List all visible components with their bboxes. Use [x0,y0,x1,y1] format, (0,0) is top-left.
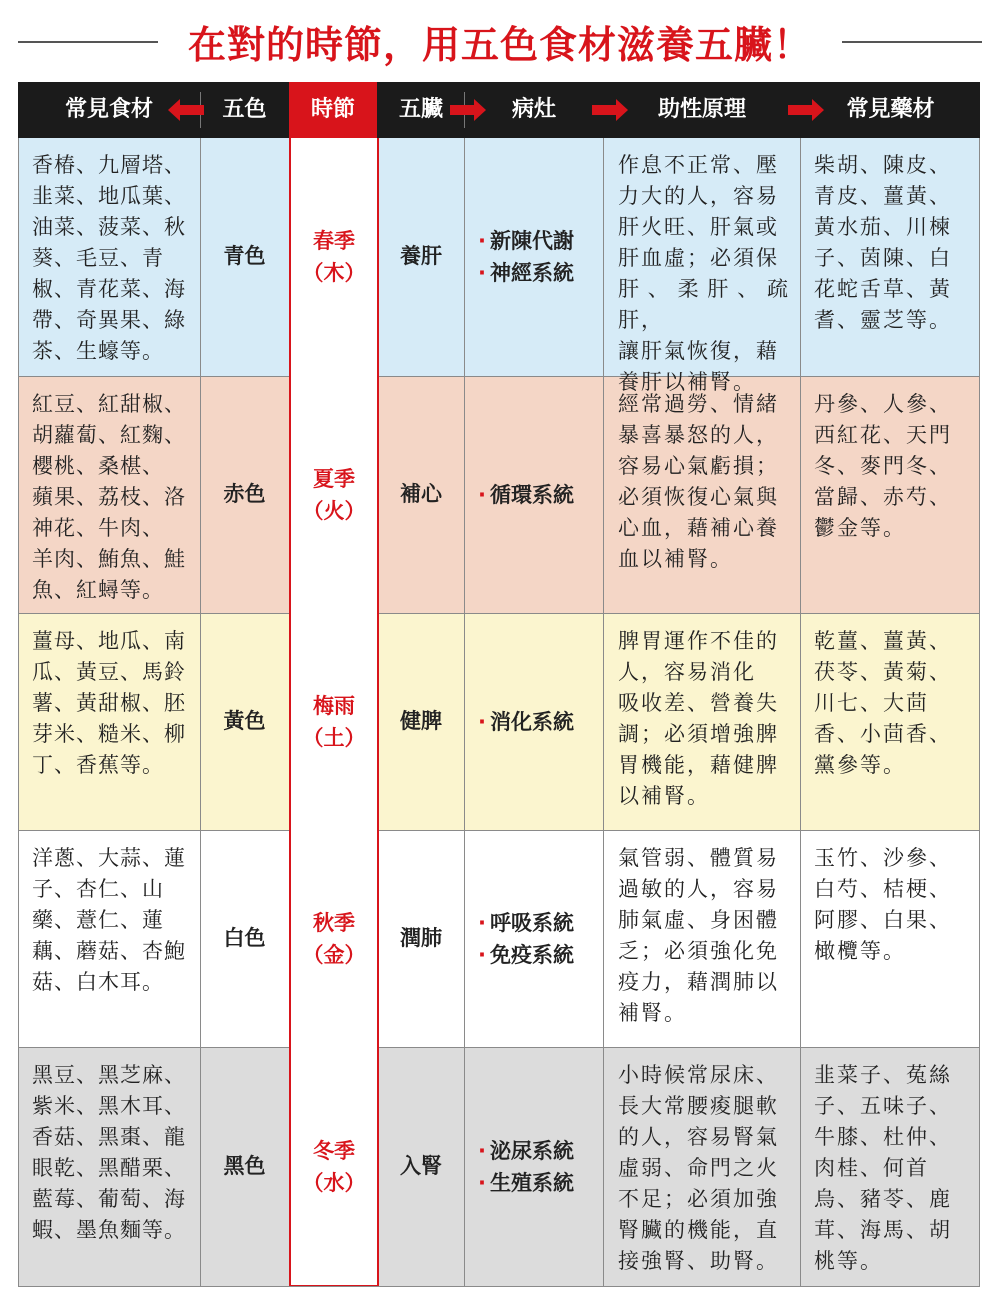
text-line: 小時候常尿床、 [618,1063,779,1087]
bullet-icon: · [478,1139,486,1163]
text-line: 以補腎。 [618,784,710,808]
system-item [478,1135,604,1167]
header-color: 五色 [222,97,267,122]
text-line: 藕、蘑菇、杏鮑 [32,939,186,963]
text-line: 肝血虛；必須保 [618,246,779,270]
herbs-cell [814,843,966,967]
text-line: 椒、青花菜、海 [32,277,186,301]
text-line: 青皮、薑黃、 [814,184,952,208]
five-color-table [18,82,980,1287]
text-line: 疫力，藉潤肺以 [618,970,779,994]
text-line: 紅豆、紅甜椒、 [32,392,186,416]
text-line: 長大常腰痠腿軟 [618,1094,779,1118]
organ-cell: 補心 [400,482,442,506]
organ-cell: 入腎 [400,1154,442,1178]
organ-cell: 潤肺 [400,926,442,950]
table-border [18,1286,980,1287]
text-line: 暴喜暴怒的人， [618,423,779,447]
text-line: 當歸、赤芍、 [814,485,952,509]
text-line: 脾胃運作不佳的 [618,629,779,653]
season-name: 秋季 [313,911,355,935]
foods-cell [32,389,192,606]
table-border [979,138,980,1287]
system-label: 神經系統 [489,261,574,285]
text-line: 油菜、菠菜、秋 [32,215,186,239]
herbs-cell [814,626,966,781]
color-cell: 青色 [223,244,266,268]
bullet-icon: · [478,229,486,253]
text-line: 不足；必須加強 [618,1187,779,1211]
text-line: 葵、毛豆、青 [32,246,164,270]
system-item [478,1167,604,1199]
season-cell [291,463,377,527]
season-element: （金） [302,943,366,967]
arrow-right-icon [788,99,824,121]
bullet-icon: · [478,1171,486,1195]
season-name: 梅雨 [313,694,355,718]
text-line: 胡蘿蔔、紅麴、 [32,423,186,447]
text-line: 洋蔥、大蒜、蓮 [32,846,186,870]
disease-cell [478,479,604,511]
herbs-cell [814,1060,966,1277]
title-bar [0,0,1000,82]
color-cell: 赤色 [223,482,266,506]
text-line: 丁、香蕉等。 [32,753,164,777]
text-line: 血以補腎。 [618,547,733,571]
bullet-icon: · [478,261,486,285]
text-line: 讓肝氣恢復，藉 [618,339,779,363]
table-border [18,138,19,1287]
text-line: 黃水茄、川楝 [814,215,952,239]
text-line: 肉桂、何首 [814,1156,929,1180]
foods-cell [32,843,192,998]
text-line: 香椿、九層塔、 [32,153,186,177]
text-line: 吸收差、營養失 [618,691,779,715]
principle-cell [618,150,790,398]
text-line: 帶、奇異果、綠 [32,308,186,332]
arrow-right-icon [450,99,486,121]
text-line: 過敏的人，容易 [618,877,779,901]
text-line: 茶、生蠔等。 [32,339,164,363]
header-season: 時節 [289,82,377,138]
system-item [478,939,604,971]
page-title: 在對的時節，用五色食材滋養五臟！ [187,23,812,67]
color-cell: 白色 [223,926,266,950]
text-line: 薑母、地瓜、南 [32,629,186,653]
header-disease: 病灶 [511,97,556,122]
text-line: 花蛇舌草、黃 [814,277,952,301]
season-cell [291,690,377,754]
text-line: 西紅花、天門 [814,423,952,447]
text-line: 肝火旺、肝氣或 [618,215,779,239]
disease-cell [478,706,604,738]
system-label: 生殖系統 [489,1171,574,1195]
text-line: 芽米、糙米、柳 [32,722,186,746]
text-line: 胃機能，藉健脾 [618,753,779,777]
text-line: 乾薑、薑黃、 [814,629,952,653]
text-line: 耆、靈芝等。 [814,308,952,332]
text-line: 調；必須增強脾 [618,722,779,746]
season-name: 夏季 [313,467,355,491]
text-line: 蘋果、荔枝、洛 [32,485,186,509]
text-line: 丹參、人參、 [814,392,952,416]
text-line: 接強腎、助腎。 [618,1249,779,1273]
text-line: 作息不正常、壓 [618,153,779,177]
text-line: 烏、豬苓、鹿 [814,1187,952,1211]
text-line: 茸、海馬、胡 [814,1218,952,1242]
text-line: 瓜、黃豆、馬鈴 [32,660,186,684]
text-line: 玉竹、沙參、 [814,846,952,870]
season-cell [291,907,377,971]
text-line: 養肝以補腎。 [618,370,756,394]
organ-cell: 養肝 [400,244,442,268]
text-line: 蝦、墨魚麵等。 [32,1218,186,1242]
season-element: （火） [302,499,366,523]
text-line: 乏；必須強化免 [618,939,779,963]
text-line: 橄欖等。 [814,939,906,963]
header-organ: 五臟 [398,97,443,122]
text-line: 腎臟的機能，直 [618,1218,779,1242]
system-label: 循環系統 [489,483,574,507]
text-line: 桃等。 [814,1249,883,1273]
text-line: 黨參等。 [814,753,906,777]
text-line: 肺氣虛、身困體 [618,908,779,932]
system-label: 泌尿系統 [489,1139,574,1163]
season-cell [291,225,377,289]
system-item [478,257,604,289]
principle-cell [618,389,790,575]
disease-cell [478,225,604,289]
header-foods: 常見食材 [64,97,153,122]
title-rule-left [18,41,158,43]
text-line: 虛弱、命門之火 [618,1156,779,1180]
text-line: 阿膠、白果、 [814,908,952,932]
text-line: 紫米、黑木耳、 [32,1094,186,1118]
system-label: 呼吸系統 [489,911,574,935]
text-line: 藍莓、葡萄、海 [32,1187,186,1211]
text-line: 人，容易消化 [618,660,756,684]
season-name: 春季 [313,229,355,253]
disease-cell [478,1135,604,1199]
text-line: 子、杏仁、山 [32,877,164,901]
system-item [478,479,604,511]
foods-cell [32,626,192,781]
text-line: 鬱金等。 [814,516,906,540]
text-line: 肝、柔肝、疏肝， [618,277,790,332]
system-label: 消化系統 [489,710,574,734]
foods-cell [32,150,192,367]
system-label: 新陳代謝 [489,229,574,253]
system-item [478,225,604,257]
season-element: （木） [302,261,366,285]
principle-cell [618,626,790,812]
principle-cell [618,843,790,1029]
text-line: 的人，容易腎氣 [618,1125,779,1149]
text-line: 眼乾、黑醋栗、 [32,1156,186,1180]
text-line: 氣管弱、體質易 [618,846,779,870]
text-line: 容易心氣虧損； [618,454,779,478]
text-line: 子、五味子、 [814,1094,952,1118]
text-line: 柴胡、陳皮、 [814,153,952,177]
table-header [18,82,980,138]
bullet-icon: · [478,943,486,967]
text-line: 菇、白木耳。 [32,970,164,994]
text-line: 冬、麥門冬、 [814,454,952,478]
system-item [478,706,604,738]
principle-cell [618,1060,790,1277]
text-line: 香、小茴香、 [814,722,952,746]
text-line: 牛膝、杜仲、 [814,1125,952,1149]
text-line: 子、茵陳、白 [814,246,952,270]
season-element: （土） [302,726,366,750]
title-rule-right [842,41,982,43]
arrow-right-icon [592,99,628,121]
bullet-icon: · [478,710,486,734]
bullet-icon: · [478,911,486,935]
text-line: 黑豆、黑芝麻、 [32,1063,186,1087]
text-line: 力大的人，容易 [618,184,779,208]
organ-cell: 健脾 [400,709,442,733]
text-line: 川七、大茴 [814,691,929,715]
text-line: 韭菜子、菟絲 [814,1063,952,1087]
herbs-cell [814,150,966,336]
season-cell [291,1135,377,1199]
herbs-cell [814,389,966,544]
color-cell: 黃色 [223,709,266,733]
text-line: 心血，藉補心養 [618,516,779,540]
color-cell: 黑色 [223,1154,266,1178]
foods-cell [32,1060,192,1246]
text-line: 必須恢復心氣與 [618,485,779,509]
system-label: 免疫系統 [489,943,574,967]
season-element: （水） [302,1171,366,1195]
disease-cell [478,907,604,971]
text-line: 補腎。 [618,1001,687,1025]
text-line: 藥、薏仁、蓮 [32,908,164,932]
header-herbs: 常見藥材 [846,97,935,122]
text-line: 茯苓、黃菊、 [814,660,952,684]
text-line: 櫻桃、桑椹、 [32,454,164,478]
text-line: 神花、牛肉、 [32,516,164,540]
text-line: 薯、黃甜椒、胚 [32,691,186,715]
arrow-left-icon [168,99,204,121]
system-item [478,907,604,939]
header-principle: 助性原理 [657,97,746,122]
text-line: 羊肉、鮪魚、鮭 [32,547,186,571]
text-line: 經常過勞、情緒 [618,392,779,416]
text-line: 香菇、黑棗、龍 [32,1125,186,1149]
season-name: 冬季 [313,1139,355,1163]
bullet-icon: · [478,483,486,507]
text-line: 韭菜、地瓜葉、 [32,184,186,208]
text-line: 白芍、桔梗、 [814,877,952,901]
text-line: 魚、紅蟳等。 [32,578,164,602]
column-divider [800,138,801,1287]
